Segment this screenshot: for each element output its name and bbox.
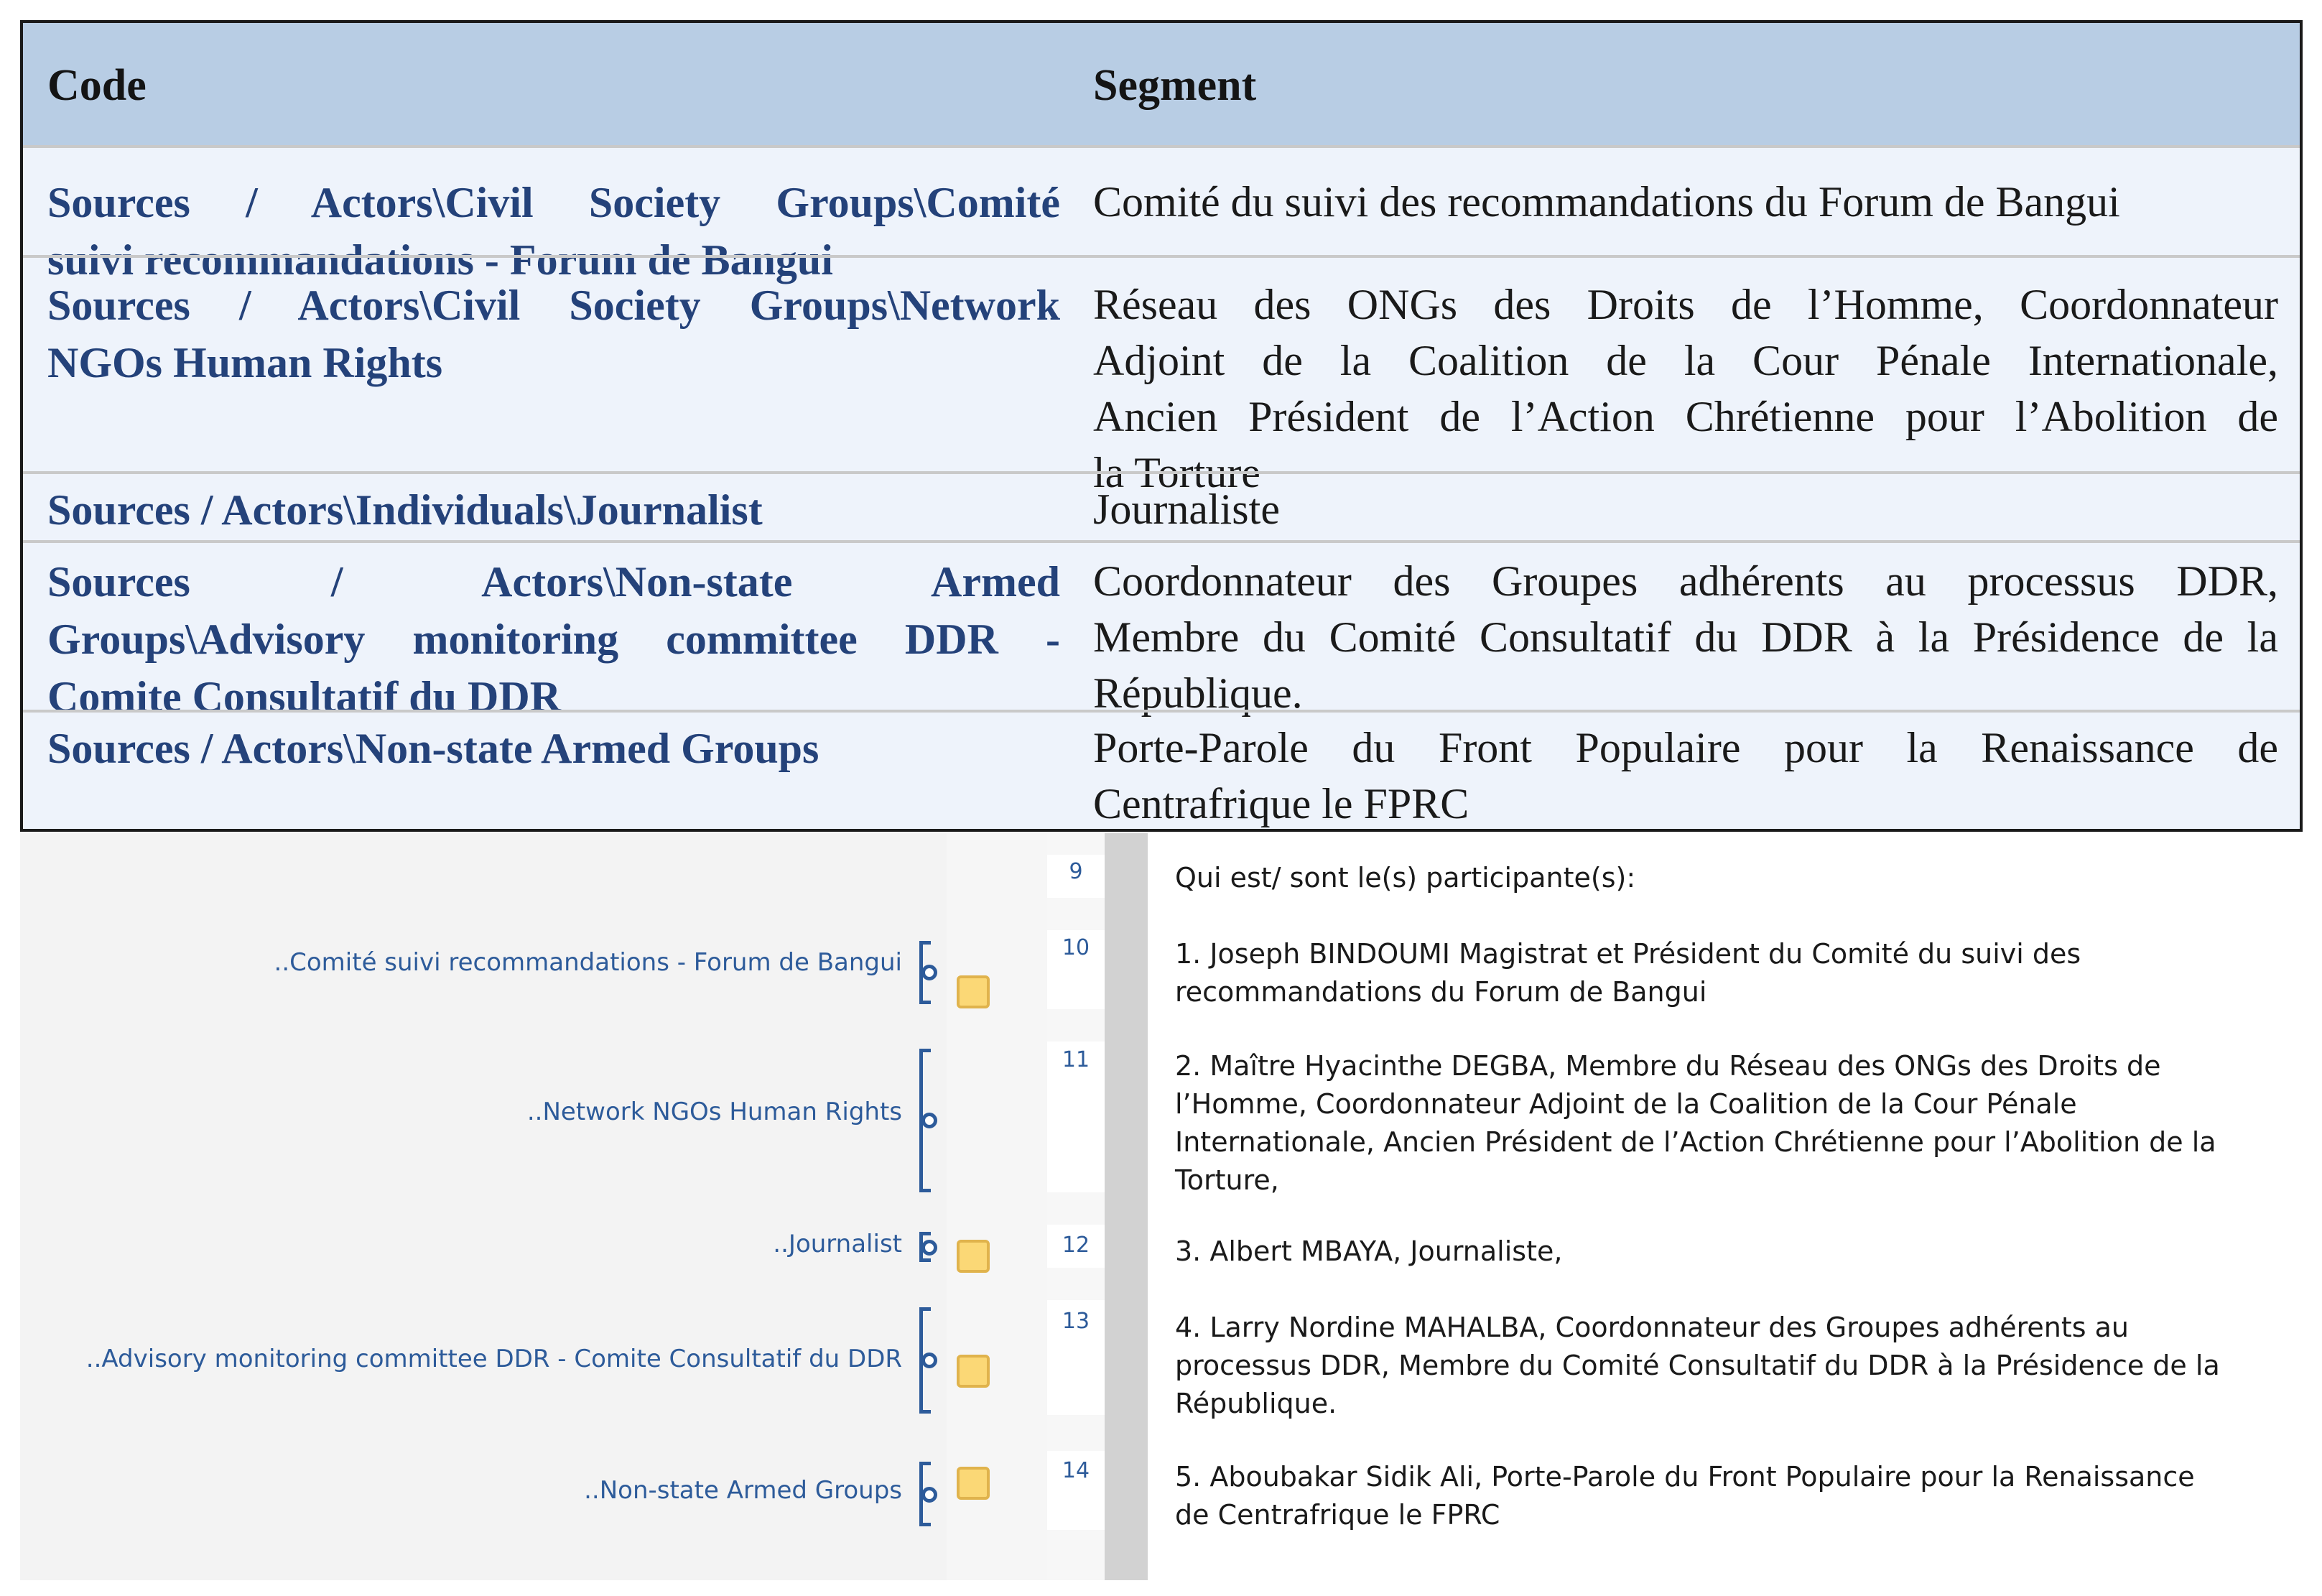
coding-stripe-node[interactable] bbox=[921, 965, 937, 980]
paragraph-number: 10 bbox=[1062, 935, 1090, 960]
paragraph-number: 12 bbox=[1062, 1233, 1090, 1258]
code-cell: Sources / Actors\Civil Society Groups\Network NGOs Human Rights bbox=[47, 282, 1060, 386]
table-row bbox=[23, 540, 2300, 720]
code-cell: Sources / Actors\Individuals\Journalist bbox=[47, 486, 763, 534]
document-paragraph[interactable]: 3. Albert MBAYA, Journaliste, bbox=[1175, 1235, 1563, 1267]
coded-segment-label[interactable]: ..Non-state Armed Groups bbox=[584, 1476, 902, 1505]
coding-stripe-node[interactable] bbox=[921, 1487, 937, 1503]
header-segment: Segment bbox=[1093, 61, 1257, 110]
segment-cell: Porte-Parole du Front Populaire pour la Renaissance de Centrafrique le FPRC bbox=[1093, 724, 2278, 827]
header-code: Code bbox=[47, 61, 147, 110]
coded-segment-label[interactable]: ..Network NGOs Human Rights bbox=[526, 1098, 902, 1126]
table-row bbox=[23, 255, 2300, 496]
memo-note-icon[interactable] bbox=[957, 975, 990, 1008]
memo-note-icon[interactable] bbox=[957, 1355, 990, 1388]
code-cell: Sources / Actors\Non-state Armed Groups bbox=[47, 725, 819, 772]
code-cell: Sources / Actors\Non-state Armed Groups\Advisory monitoring committee DDR - Comite Consultatif du DDR bbox=[47, 558, 1060, 720]
table-row bbox=[23, 145, 2300, 284]
coding-stripe-node[interactable] bbox=[921, 1353, 937, 1368]
paragraph-number: 14 bbox=[1062, 1458, 1090, 1483]
code-segment-table bbox=[20, 20, 2303, 832]
document-paragraph[interactable]: 5. Aboubakar Sidik Ali, Porte-Parole du Front Populaire pour la Renaissance de Centrafrique le FPRC bbox=[1175, 1461, 2195, 1531]
segment-cell: Réseau des ONGs des Droits de l’Homme, Coordonnateur Adjoint de la Coalition de la Cour Pénale Internationale, Ancien Président de l’Action Chrétienne pour l’Abolition de la Torture bbox=[1093, 281, 2278, 496]
paragraph-number: 11 bbox=[1062, 1047, 1090, 1072]
memo-note-icon[interactable] bbox=[957, 1467, 990, 1500]
document-paragraph[interactable]: 1. Joseph BINDOUMI Magistrat et Président du Comité du suivi des recommandations du Forum de Bangui bbox=[1175, 938, 2081, 1008]
coded-segment-label[interactable]: ..Advisory monitoring committee DDR - Comite Consultatif du DDR bbox=[85, 1345, 902, 1373]
document-coding-view bbox=[20, 833, 2303, 1580]
document-paragraph[interactable]: 4. Larry Nordine MAHALBA, Coordonnateur des Groupes adhérents au processus DDR, Membre du Comité Consultatif du DDR à la Présidence de la République. bbox=[1175, 1312, 2220, 1419]
coded-segment-label[interactable]: ..Journalist bbox=[773, 1230, 902, 1258]
segment-cell: Journaliste bbox=[1093, 486, 1280, 533]
table-row bbox=[23, 710, 2300, 829]
code-cell: Sources / Actors\Civil Society Groups\Comité suivi recommandations - Forum de Bangui bbox=[47, 179, 1060, 284]
coding-stripe-node[interactable] bbox=[921, 1113, 937, 1128]
document-paragraph[interactable]: 2. Maître Hyacinthe DEGBA, Membre du Réseau des ONGs des Droits de l’Homme, Coordonnateur Adjoint de la Coalition de la Cour Pénale Internationale, Ancien Président de l’Action Chrétienne pour l’Abolition de la Torture, bbox=[1175, 1050, 2216, 1196]
pane-splitter[interactable] bbox=[1105, 833, 1148, 1580]
table-header bbox=[23, 23, 2300, 145]
code-margin-panel[interactable] bbox=[20, 833, 947, 1580]
table-row bbox=[23, 471, 2300, 540]
paragraph-number: 9 bbox=[1069, 859, 1083, 884]
document-paragraph[interactable]: Qui est/ sont le(s) participante(s): bbox=[1175, 862, 1636, 894]
coding-stripe-node[interactable] bbox=[921, 1240, 937, 1256]
memo-note-icon[interactable] bbox=[957, 1240, 990, 1273]
segment-cell: Coordonnateur des Groupes adhérents au processus DDR, Membre du Comité Consultatif du DDR à la Présidence de la République. bbox=[1093, 557, 2278, 717]
coded-segment-label[interactable]: ..Comité suivi recommandations - Forum de Bangui bbox=[274, 948, 902, 977]
segment-cell: Comité du suivi des recommandations du Forum de Bangui bbox=[1093, 178, 2120, 226]
paragraph-number: 13 bbox=[1062, 1309, 1090, 1334]
